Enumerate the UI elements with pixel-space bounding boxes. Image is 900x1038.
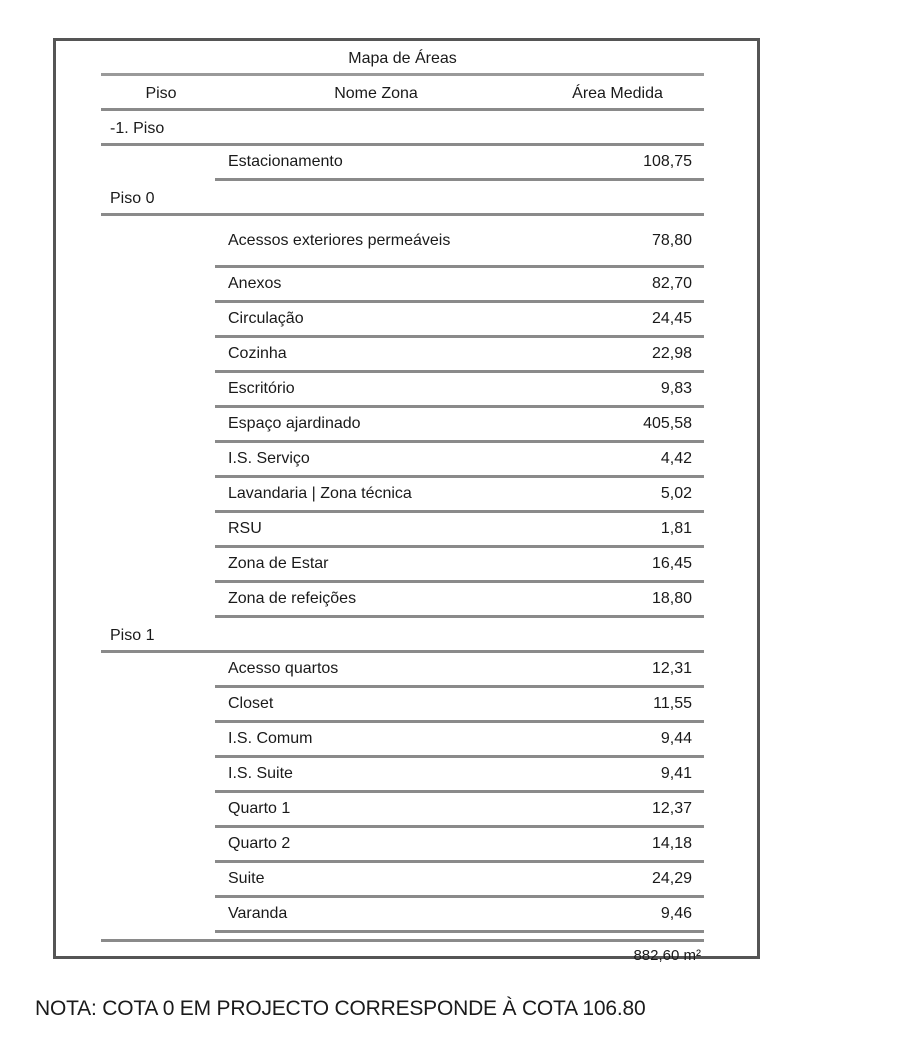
zone-area: 78,80 (651, 231, 692, 249)
floor-row (101, 181, 704, 216)
zone-name: I.S. Suite (228, 765, 293, 782)
table-row (215, 268, 704, 303)
zone-name: Estacionamento (228, 153, 343, 170)
table-row (215, 513, 704, 548)
zone-area: 1,81 (660, 520, 692, 537)
zone-area: 24,45 (651, 310, 692, 327)
zone-name: Escritório (228, 380, 295, 397)
total-row (101, 939, 704, 968)
table-row (215, 338, 704, 373)
total-area: 882,60 m² (633, 947, 701, 964)
header-zone-name: Nome Zona (334, 85, 418, 102)
table-row (215, 303, 704, 338)
zone-name: Anexos (228, 275, 282, 292)
table-row (215, 408, 704, 443)
table-row (215, 688, 704, 723)
zone-name: Quarto 2 (228, 835, 291, 852)
elevation-note: NOTA: COTA 0 EM PROJECTO CORRESPONDE À COTA 106.80 (35, 997, 646, 1020)
table-row (215, 723, 704, 758)
table-row (215, 898, 704, 933)
zone-area: 18,80 (651, 590, 692, 607)
zone-area: 82,70 (651, 275, 692, 292)
zone-name: Zona de refeições (228, 590, 357, 607)
table-row (215, 758, 704, 793)
zone-name: Closet (228, 695, 274, 712)
table-row (215, 373, 704, 408)
zone-area: 9,83 (660, 380, 692, 397)
zone-name: Lavandaria | Zona técnica (228, 485, 412, 502)
table-body (101, 111, 704, 933)
table-row (215, 828, 704, 863)
zone-name: Circulação (228, 310, 304, 327)
zone-name: I.S. Comum (228, 730, 313, 747)
zone-area: 12,31 (651, 660, 692, 677)
zone-area: 12,37 (651, 800, 692, 817)
zone-area: 24,29 (651, 870, 692, 887)
floor-row (101, 618, 704, 653)
header-measured-area: Área Medida (572, 85, 663, 102)
table-title: Mapa de Áreas (101, 41, 704, 76)
zone-name: Cozinha (228, 345, 287, 362)
table-header-row (101, 76, 704, 111)
zone-name: Acesso quartos (228, 660, 339, 677)
zone-area: 108,75 (643, 153, 692, 170)
zone-area: 16,45 (651, 555, 692, 572)
table-row (215, 548, 704, 583)
zone-name: Suite (228, 870, 265, 887)
area-map-table (101, 41, 704, 968)
header-floor: Piso (145, 85, 177, 102)
zone-area: 14,18 (651, 835, 692, 852)
table-row (215, 478, 704, 513)
zone-area: 9,41 (660, 765, 692, 782)
area-map-frame (53, 38, 760, 964)
zone-name: Acessos exteriores permeáveis (228, 231, 451, 249)
table-row (215, 443, 704, 478)
zone-name: Espaço ajardinado (228, 415, 361, 432)
zone-name: I.S. Serviço (228, 450, 310, 467)
floor-label: -1. Piso (110, 120, 165, 137)
table-row (215, 863, 704, 898)
zone-area: 4,42 (660, 450, 692, 467)
zone-area: 9,44 (660, 730, 692, 747)
zone-name: Quarto 1 (228, 800, 291, 817)
table-row (215, 793, 704, 828)
zone-name: Zona de Estar (228, 555, 329, 572)
floor-label: Piso 1 (110, 627, 155, 644)
zone-area: 405,58 (643, 415, 692, 432)
zone-name: RSU (228, 520, 262, 537)
zone-area: 11,55 (653, 695, 692, 712)
zone-area: 5,02 (660, 485, 692, 502)
table-row (215, 146, 704, 181)
zone-area: 22,98 (651, 345, 692, 362)
floor-row (101, 111, 704, 146)
table-row (215, 583, 704, 618)
floor-label: Piso 0 (110, 190, 155, 207)
table-row (215, 216, 704, 268)
zone-area: 9,46 (660, 905, 692, 922)
table-row (215, 653, 704, 688)
zone-name: Varanda (228, 905, 288, 922)
